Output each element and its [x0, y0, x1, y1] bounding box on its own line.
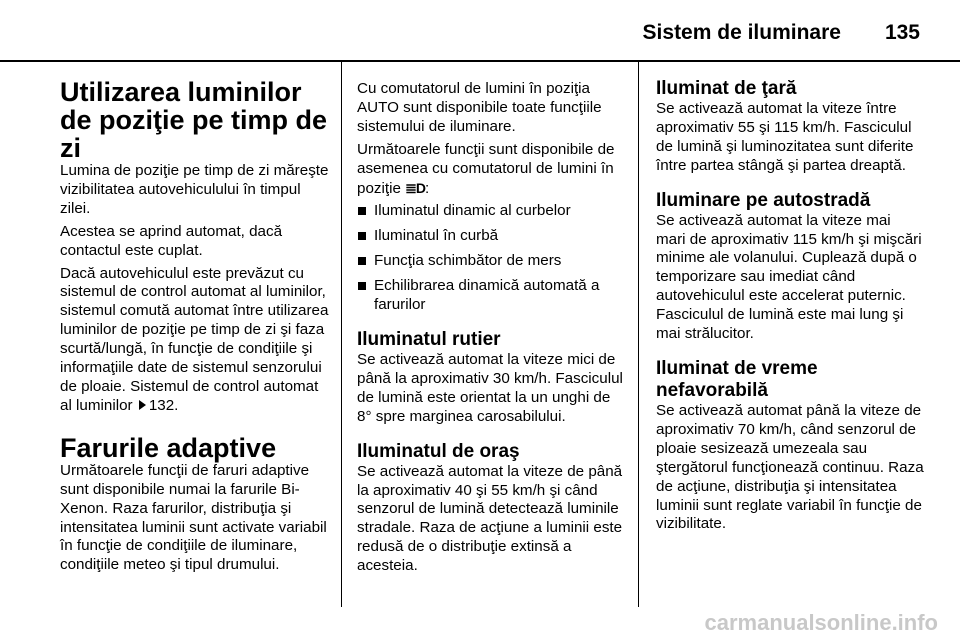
- page-reference-link[interactable]: 132.: [148, 396, 179, 414]
- function-list: [357, 202, 625, 315]
- bullet-square-icon: [358, 257, 366, 265]
- heading-adaptive-headlights: Farurile adaptive: [60, 432, 277, 463]
- bullet-square-icon: [358, 207, 366, 215]
- paragraph-text: Următoarele funcţii sunt disponibile de asemenea cu comutatorul de lumini în poziţie: [357, 140, 615, 197]
- list-item: Funcţia schimbător de mers: [357, 252, 625, 271]
- heading-daylight-running-lights: Utilizarea luminilor de poziţie pe timp de zi: [60, 77, 328, 163]
- page-number: 135: [884, 21, 920, 44]
- list-item: Iluminatul dinamic al curbelor: [357, 202, 625, 221]
- column-divider-left: [341, 62, 342, 607]
- list-item: Echilibrarea dinamică automată a farurilor: [357, 277, 625, 315]
- section-title: Sistem de iluminare: [642, 21, 841, 44]
- paragraph: Se activează automat la viteze de până la aproximativ 40 şi 55 km/h şi când senzorul de lumină detectează luminile stradale. Raza de acţiune a luminii este redusă de o distribuţie extinsă a acesteia.: [357, 462, 623, 575]
- heading-motorway-lighting: Iluminare pe autostradă: [656, 189, 871, 211]
- page-reference-arrow-icon: [139, 400, 146, 410]
- heading-rural-lighting: Iluminatul rutier: [357, 328, 501, 350]
- heading-town-lighting: Iluminatul de oraş: [357, 440, 520, 462]
- paragraph: Se activează automat la viteze mai mari de aproximativ 115 km/h şi mişcări minime ale volanului. Cuplează după o temporizare sau imediat când autovehiculul este accelerat puternic. Fasciculul de lumină este mai lung şi mai strălucitor.: [656, 211, 922, 343]
- paragraph-text: :: [424, 179, 430, 197]
- paragraph: Se activează automat până la viteze de aproximativ 70 km/h, când senzorul de ploaie sesizează umezeala sau ştergătorul funcţionează continuu. Raza de acţiune, distribuţia şi intensitatea luminii sunt reglate variabil în funcţie de vizibilitate.: [656, 401, 924, 533]
- low-beam-icon: ≣D: [405, 179, 425, 196]
- header-rule: [0, 60, 960, 62]
- list-item: Iluminatul în curbă: [357, 227, 625, 246]
- paragraph-low-beam-position: [357, 141, 625, 199]
- paragraph-text: Cu comutatorul de lumini în poziţia: [357, 80, 590, 97]
- column-divider-right: [638, 62, 639, 607]
- page-header: [0, 18, 920, 48]
- paragraph: Se activează automat la viteze mici de până la aproximativ 30 km/h. Fasciculul de lumină este orientat la un unghi de 8° spre marginea carosabilului.: [357, 350, 623, 425]
- paragraph-text: Dacă autovehiculul este prevăzut cu sistemul de control automat al luminilor, sistemul comută automat între utilizarea luminilor de poziţie pe timp de zi şi faza scurtă/lungă, în funcţie de condiţiile şi informaţiile date de sistemul senzorului de ploaie. Sistemul de control automat al luminilor: [60, 264, 329, 414]
- paragraph: Următoarele funcţii de faruri adaptive sunt disponibile numai la farurile Bi-Xenon. Raza farurilor, distribuţia şi intensitatea luminii sunt activate variabil în funcţie de condiţiile de iluminare, condiţiile meteo şi tipul drumului.: [60, 461, 327, 574]
- paragraph: Se activează automat la viteze între aproximativ 55 şi 115 km/h. Fasciculul de lumină şi luminozitatea sunt diferite între partea stângă şi partea dreaptă.: [656, 100, 914, 174]
- auto-switch-label: AUTO: [357, 98, 399, 116]
- paragraph-text: sunt disponibile toate funcţiile sistemului de iluminare.: [357, 98, 602, 135]
- paragraph-auto-light-control: [60, 265, 330, 416]
- column-middle: [357, 66, 625, 580]
- bullet-square-icon: [358, 282, 366, 290]
- column-left: [60, 66, 330, 579]
- watermark: carmanualsonline.info: [704, 610, 938, 635]
- paragraph-auto-position: [357, 80, 625, 137]
- heading-adverse-weather-lighting: Iluminat de vreme nefavorabilă: [656, 357, 818, 401]
- bullet-square-icon: [358, 232, 366, 240]
- paragraph: Acestea se aprind automat, dacă contactul este cuplat.: [60, 222, 283, 259]
- column-right: [656, 66, 924, 538]
- paragraph: Lumina de poziţie pe timp de zi măreşte vizibilitatea autovehiculului în timpul zilei.: [60, 162, 329, 217]
- heading-country-lighting: Iluminat de ţară: [656, 78, 797, 99]
